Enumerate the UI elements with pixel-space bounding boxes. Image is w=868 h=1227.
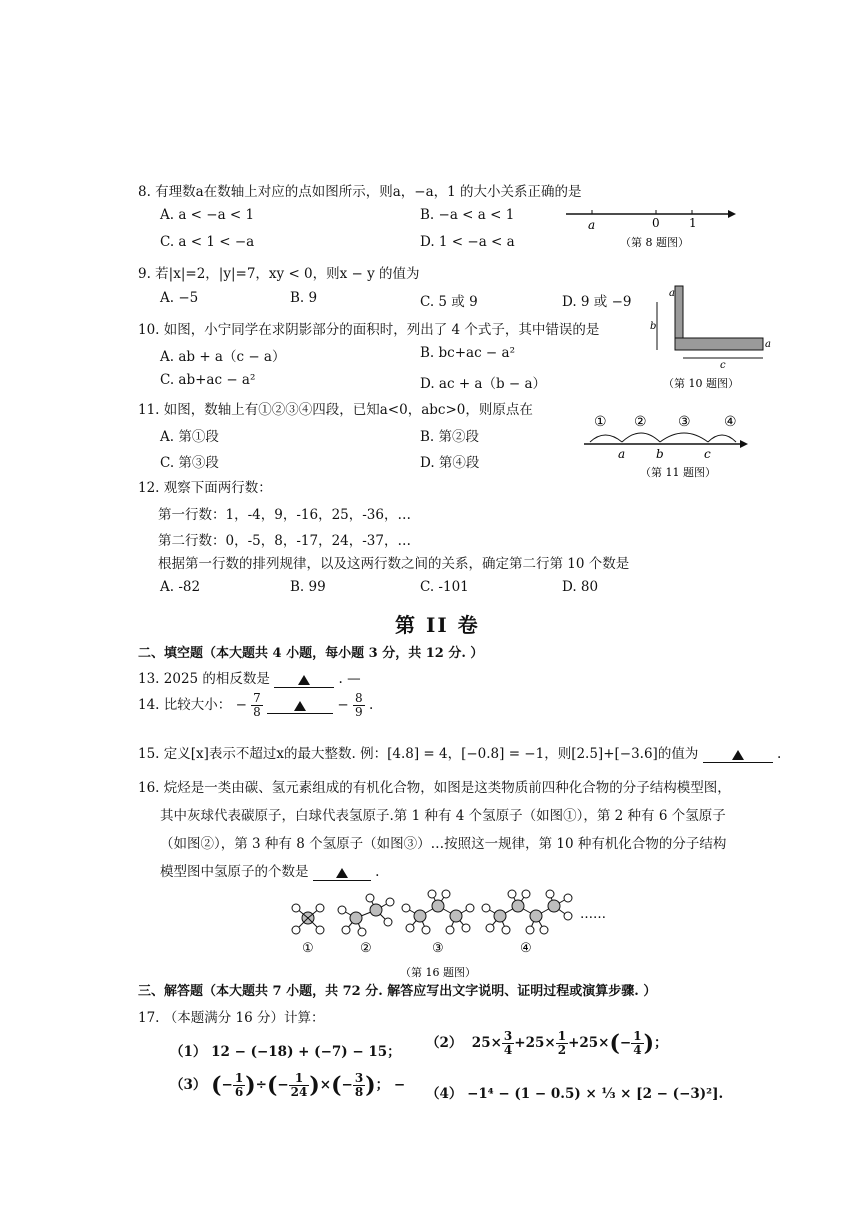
q15-post: .	[776, 746, 782, 762]
q11-label-a: a	[618, 447, 626, 461]
q10-option-a: A. ab + a（c − a）	[160, 349, 286, 365]
q11-stem: 11. 如图，数轴上有①②③④四段，已知a<0，abc>0，则原点在	[138, 402, 533, 418]
q10-label-b: b	[650, 321, 657, 332]
molecule-3	[402, 890, 474, 934]
q11-option-a: A. 第①段	[160, 429, 219, 445]
molecule-4	[482, 890, 572, 934]
q11-option-d: D. 第④段	[420, 455, 480, 471]
q8-label-a: a	[588, 218, 596, 232]
q8-option-a: A. a < −a < 1	[160, 207, 255, 223]
q14-f2-sign: −	[337, 697, 349, 713]
q15-answer-blank[interactable]	[703, 746, 773, 763]
q14	[138, 692, 373, 719]
q8-option-d: D. 1 < −a < a	[420, 234, 515, 250]
q14-post: .	[368, 697, 374, 713]
q12-option-a: A. -82	[160, 579, 201, 595]
q14-fraction-1: $\frac{7}{8}$	[253, 691, 261, 719]
q16-answer-blank[interactable]	[313, 864, 371, 881]
q12-ask: 根据第一行数的排列规律，以及这两行数之间的关系，确定第二行第 10 个数是	[158, 556, 630, 572]
q17-part2: （2） 25× $\frac{3}{4}$ +25× $\frac{1}{2}$ +25×(− $\frac{1}{4}$ )；	[426, 1029, 668, 1057]
q9-option-c: C. 5 或 9	[420, 294, 478, 310]
q8-label-0: 0	[652, 216, 660, 230]
q10-shaded-figure	[645, 284, 775, 394]
q16-line2: 其中灰球代表碳原子，白球代表氢原子.第 1 种有 4 个氢原子（如图①），第 2 种有 6 个氢原子	[160, 808, 726, 824]
q14-fraction-2: $\frac{8}{9}$	[355, 691, 363, 719]
q12-stem: 12. 观察下面两行数：	[138, 480, 272, 496]
q10-stem: 10. 如图，小宁同学在求阴影部分的面积时，列出了 4 个式子，其中错误的是	[138, 322, 600, 338]
section2-heading: 二、填空题（本大题共 4 小题，每小题 3 分，共 12 分. ）	[138, 646, 484, 661]
q8-caption: （第 8 题图）	[620, 236, 689, 249]
q16-label-3: ③	[432, 941, 444, 956]
q11-option-b: B. 第②段	[420, 429, 480, 445]
triangle-icon	[336, 868, 348, 878]
q8-label-1: 1	[689, 216, 697, 230]
q8-option-b: B. −a < a < 1	[420, 207, 515, 223]
q15-text: 15. 定义[x]表示不超过x的最大整数. 例：[4.8] = 4，[−0.8] = −1，则[2.5]+[−3.6]的值为	[138, 746, 699, 762]
q11-seg-1: ①	[594, 414, 607, 430]
molecule-1	[292, 904, 324, 934]
q9-stem: 9. 若|x|=2，|y|=7，xy < 0，则x − y 的值为	[138, 266, 420, 282]
q11-seg-4: ④	[724, 414, 737, 430]
q16-caption: （第 16 题图）	[400, 966, 476, 979]
q15	[138, 742, 781, 763]
q17-part3: （3） (− $\frac{1}{6}$ )÷(− $\frac{1}{24}$ )×(− $\frac{3}{8}$ )； −	[170, 1071, 406, 1099]
q9-option-b: B. 9	[290, 290, 318, 306]
q11-seg-3: ③	[678, 414, 691, 430]
q8-option-c: C. a < 1 < −a	[160, 234, 255, 250]
q14-answer-blank[interactable]	[267, 697, 333, 714]
q12-row1: 第一行数：1，-4，9，-16，25，-36，…	[158, 507, 411, 523]
q13-text: 13. 2025 的相反数是	[138, 671, 270, 687]
q13-answer-blank[interactable]	[274, 671, 334, 688]
q11-option-c: C. 第③段	[160, 455, 219, 471]
q14-text: 14. 比较大小：	[138, 697, 232, 713]
section3-heading: 三、解答题（本大题共 7 小题，共 72 分. 解答应写出文字说明、证明过程或演算步骤. ）	[138, 984, 657, 999]
q8-stem: 8. 有理数a在数轴上对应的点如图所示，则a，−a，1 的大小关系正确的是	[138, 184, 582, 200]
q16-label-4: ④	[520, 941, 532, 956]
part2-title: 第 II 卷	[395, 613, 480, 637]
q8-number-line-figure	[560, 200, 740, 252]
q12-option-c: C. -101	[420, 579, 469, 595]
q11-label-c: c	[704, 447, 711, 461]
q12-option-d: D. 80	[562, 579, 599, 595]
q11-caption: （第 11 题图）	[640, 466, 716, 479]
q10-label-a-right: a	[765, 339, 771, 350]
q11-number-line-figure	[580, 410, 760, 482]
q17-part1: （1） 12 − (−18) + (−7) − 15；	[170, 1044, 401, 1060]
q16-line3: （如图②），第 3 种有 8 个氢原子（如图③）…按照这一规律，第 10 种有机化合物的分子结构	[160, 836, 727, 852]
q17-part4: （4） −1⁴ − (1 − 0.5) × ⅓ × [2 − (−3)²].	[426, 1086, 724, 1102]
q10-label-a-top: a	[669, 288, 675, 299]
triangle-icon	[298, 675, 310, 685]
q10-label-c: c	[720, 360, 726, 371]
q17-stem: 17. （本题满分 16 分）计算：	[138, 1010, 325, 1026]
molecule-2	[338, 894, 394, 936]
q9-option-a: A. −5	[160, 290, 199, 306]
q9-option-d: D. 9 或 −9	[562, 294, 632, 310]
q10-caption: （第 10 题图）	[663, 377, 739, 390]
q10-option-c: C. ab+ac − a²	[160, 372, 256, 388]
q14-f1-sign: −	[235, 697, 247, 713]
q13-post: . —	[338, 671, 361, 687]
q16-line4: 模型图中氢原子的个数是 .	[160, 864, 380, 880]
q16-line1: 16. 烷烃是一类由碳、氢元素组成的有机化合物，如图是这类物质前四种化合物的分子结构模型图，	[138, 780, 731, 796]
triangle-icon	[294, 701, 306, 711]
triangle-icon	[732, 750, 744, 760]
q11-seg-2: ②	[634, 414, 647, 430]
q16-ellipsis: ……	[580, 907, 606, 922]
q12-row2: 第二行数：0，-5，8，-17，24，-37，…	[158, 533, 411, 549]
q16-label-2: ②	[360, 941, 372, 956]
q10-option-b: B. bc+ac − a²	[420, 345, 515, 361]
q12-option-b: B. 99	[290, 579, 326, 595]
q10-option-d: D. ac + a（b − a）	[420, 376, 547, 392]
q11-label-b: b	[656, 447, 664, 461]
q13	[138, 667, 361, 688]
q16-molecule-figure	[280, 888, 640, 980]
q16-label-1: ①	[302, 941, 314, 956]
